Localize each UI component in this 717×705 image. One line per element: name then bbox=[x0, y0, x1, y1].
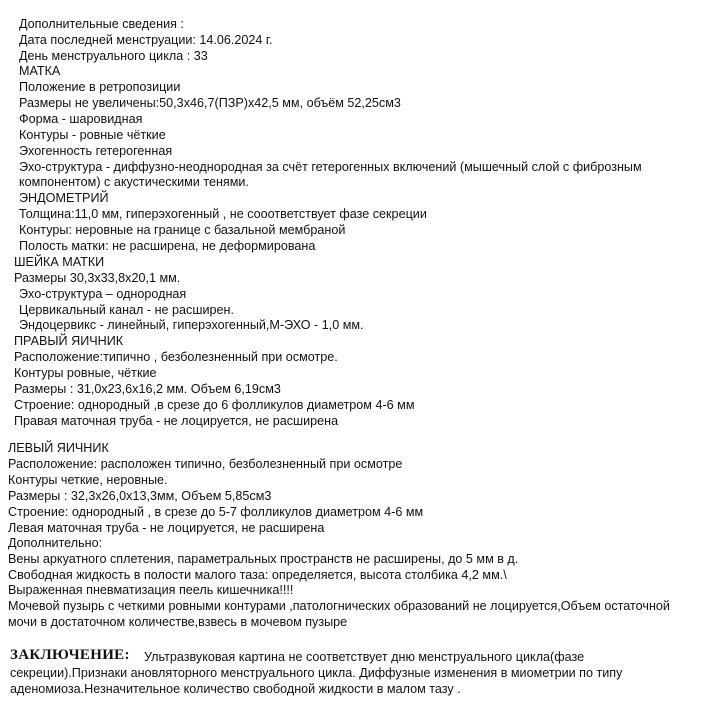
conclusion-line-3: аденомиоза.Незначительное количество свободной жидкости в малом тазу . bbox=[10, 682, 461, 696]
conclusion-heading: ЗАКЛЮЧЕНИЕ: bbox=[10, 647, 130, 663]
left-fallopian-tube: Левая маточная труба - не лоцируется, не расширена bbox=[8, 521, 325, 535]
cervix-heading: ШЕЙКА МАТКИ bbox=[14, 255, 105, 269]
left-ovary-structure: Строение: однородный , в срезе до 5-7 фолликулов диаметром 4-6 мм bbox=[8, 505, 424, 519]
free-fluid: Свободная жидкость в полости малого таза: определяется, высота столбика 4,2 мм.\ bbox=[8, 568, 507, 582]
uterus-contours: Контуры - ровные чёткие bbox=[19, 128, 166, 142]
cervical-canal: Цервикальный канал - не расширен. bbox=[19, 303, 234, 317]
last-menstruation-date: Дата последней менструации: 14.06.2024 г. bbox=[19, 33, 273, 47]
conclusion-line-2: секреции).Признаки ановляторного менструального цикла. Диффузные изменения в миометрии по типу bbox=[10, 666, 623, 680]
endocervix: Эндоцервикс - линейный, гиперэхогенный,М-ЭХО - 1,0 мм. bbox=[19, 318, 364, 332]
uterus-position: Положение в ретропозиции bbox=[19, 80, 181, 94]
uterine-cavity: Полость матки: не расширена, не деформирована bbox=[19, 239, 316, 253]
right-fallopian-tube: Правая маточная труба - не лоцируется, не расширена bbox=[14, 414, 339, 428]
uterus-heading: МАТКА bbox=[19, 64, 61, 78]
uterus-echogenicity: Эхогенность гетерогенная bbox=[19, 144, 173, 158]
cervix-size: Размеры 30,3х33,8х20,1 мм. bbox=[14, 271, 181, 285]
conclusion-line-1: Ультразвуковая картина не соответствует дню менструального цикла(фазе bbox=[144, 650, 585, 664]
right-ovary-contours: Контуры ровные, чёткие bbox=[14, 366, 157, 380]
uterus-shape: Форма - шаровидная bbox=[19, 112, 143, 126]
endometrium-heading: ЭНДОМЕТРИЙ bbox=[19, 191, 109, 205]
bladder-line-2: мочи в достаточном количестве,взвесь в мочевом пузыре bbox=[8, 615, 348, 629]
cervix-echostructure: Эхо-структура – однородная bbox=[19, 287, 187, 301]
additional-info-heading: Дополнительные сведения : bbox=[19, 17, 184, 31]
right-ovary-heading: ПРАВЫЙ ЯИЧНИК bbox=[14, 334, 124, 348]
left-ovary-heading: ЛЕВЫЙ ЯИЧНИК bbox=[8, 441, 109, 455]
endometrium-contours: Контуры: неровные на границе с базальной мембраной bbox=[19, 223, 346, 237]
left-ovary-size: Размеры : 32,3х26,0х13,3мм, Объем 5,85см3 bbox=[8, 489, 272, 503]
left-ovary-location: Расположение: расположен типично, безболезненный при осмотре bbox=[8, 457, 403, 471]
left-ovary-contours: Контуры четкие, неровные. bbox=[8, 473, 168, 487]
right-ovary-location: Расположение:типично , безболезненный при осмотре. bbox=[14, 350, 338, 364]
uterus-echostructure-line-1: Эхо-структура - диффузно-неоднородная за счёт гетерогенных включений (мышечный слой с фиброзным bbox=[19, 160, 642, 174]
right-ovary-structure: Строение: однородный ,в срезе до 6 фолликулов диаметром 4-6 мм bbox=[14, 398, 415, 412]
uterus-size: Размеры не увеличены:50,3х46,7(ПЗР)х42,5 мм, объём 52,25см3 bbox=[19, 96, 401, 110]
bowel-pneumatization: Выраженная пневматизация пеель кишечника!!!! bbox=[8, 583, 294, 597]
right-ovary-size: Размеры : 31,0х23,6х16,2 мм. Объем 6,19см3 bbox=[14, 382, 281, 396]
bladder-line-1: Мочевой пузырь с четкими ровными контурами ,патологнических образований не лоцируется,Объем остаточной bbox=[8, 599, 670, 613]
arcuate-veins: Вены аркуатного сплетения, параметральных пространств не расширены, до 5 мм в д. bbox=[8, 552, 519, 566]
uterus-echostructure-line-2: компонентом) с акустическими тенями. bbox=[19, 175, 249, 189]
cycle-day: День менструального цикла : 33 bbox=[19, 49, 208, 63]
endometrium-thickness: Толщина:11,0 мм, гиперэхогенный , не сооответствует фазе секреции bbox=[19, 207, 427, 221]
additional-heading: Дополнительно: bbox=[8, 536, 103, 550]
